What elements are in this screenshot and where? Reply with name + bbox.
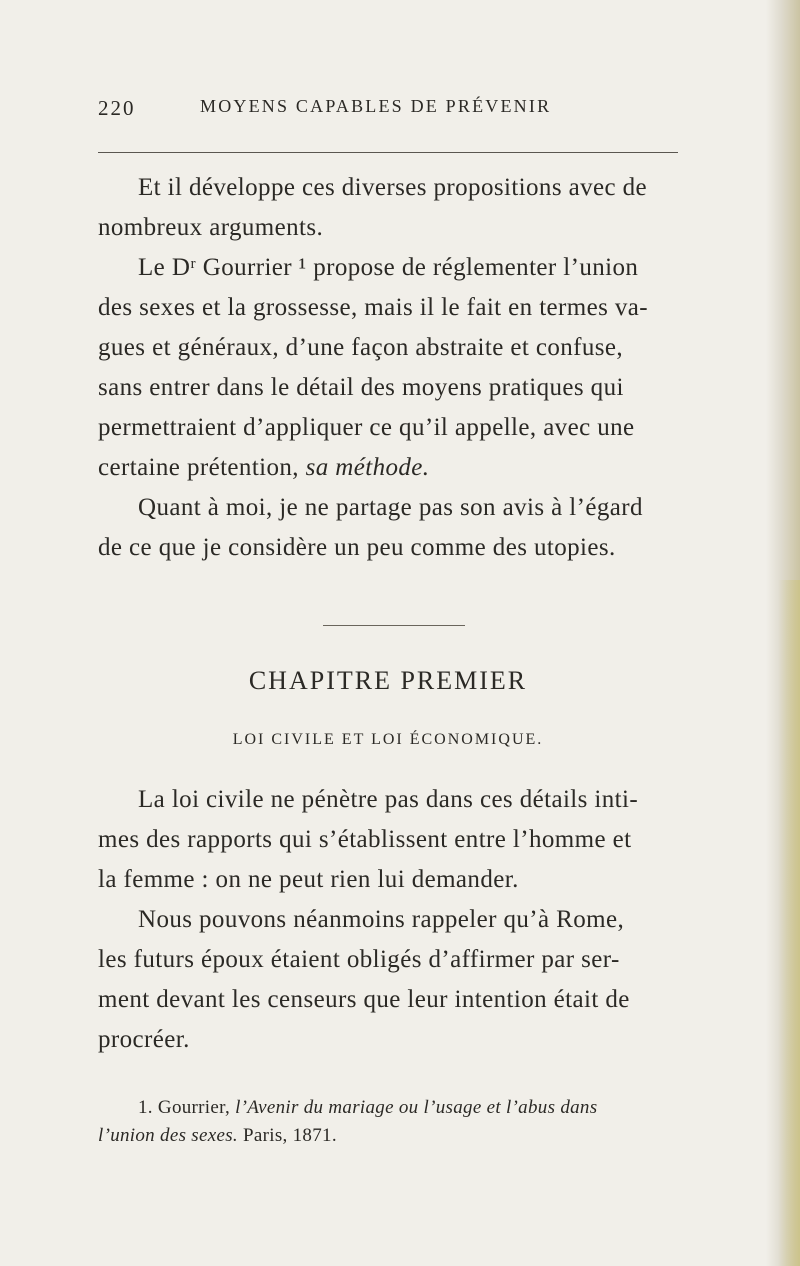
text-line: Et il développe ces diverses propositions avec de bbox=[138, 174, 648, 201]
text-line: procréer. bbox=[98, 1026, 190, 1053]
page-edge-stain bbox=[778, 580, 800, 1266]
footnote-title-cont: l’union des sexes. bbox=[98, 1125, 238, 1146]
italic-phrase: sa méthode. bbox=[305, 454, 430, 481]
header-rule bbox=[98, 152, 678, 153]
section-separator bbox=[323, 625, 465, 626]
footnote-title: l’Avenir du mariage ou l’usage et l’abus dans bbox=[235, 1097, 598, 1118]
text-line: des sexes et la grossesse, mais il le fait en termes va- bbox=[98, 294, 649, 321]
text-line: Nous pouvons néanmoins rappeler qu’à Rome, bbox=[138, 906, 625, 933]
text-line: de ce que je considère un peu comme des utopies. bbox=[98, 534, 616, 561]
chapter-subtitle: LOI CIVILE ET LOI ÉCONOMIQUE. bbox=[232, 731, 544, 748]
text-line: gues et généraux, d’une façon abstraite et confuse, bbox=[98, 334, 624, 361]
text-line: les futurs époux étaient obligés d’affirmer par ser- bbox=[98, 946, 620, 973]
text-line: Quant à moi, je ne partage pas son avis à l’égard bbox=[138, 494, 643, 521]
text-line bbox=[98, 448, 698, 488]
page-header bbox=[98, 96, 678, 136]
footnote-author: Gourrier, bbox=[157, 1097, 231, 1118]
footnote-imprint: Paris, 1871. bbox=[243, 1125, 337, 1146]
text-line: La loi civile ne pénètre pas dans ces détails inti- bbox=[138, 786, 639, 813]
text-line: mes des rapports qui s’établissent entre l’homme et bbox=[98, 826, 632, 853]
footnote-line bbox=[98, 1122, 718, 1150]
text-line: sans entrer dans le détail des moyens pratiques qui bbox=[98, 374, 624, 401]
section-1-text bbox=[98, 168, 698, 568]
text-line: ment devant les censeurs que leur intention était de bbox=[98, 986, 630, 1013]
chapter-title: CHAPITRE PREMIER bbox=[248, 666, 528, 695]
text-line-start: certaine prétention, bbox=[98, 454, 306, 481]
running-head: MOYENS CAPABLES DE PRÉVENIR bbox=[200, 96, 552, 116]
page-number: 220 bbox=[98, 96, 136, 120]
text-line: la femme : on ne peut rien lui demander. bbox=[98, 866, 519, 893]
text-line: Le Dʳ Gourrier ¹ propose de réglementer l’union bbox=[138, 254, 639, 281]
section-2-text bbox=[98, 780, 698, 1060]
text-line: permettraient d’appliquer ce qu’il appelle, avec une bbox=[98, 414, 635, 441]
text-line: nombreux arguments. bbox=[98, 214, 324, 241]
footnote-number: 1. bbox=[138, 1097, 153, 1118]
footnote-line bbox=[98, 1094, 718, 1122]
footnote bbox=[98, 1094, 718, 1150]
